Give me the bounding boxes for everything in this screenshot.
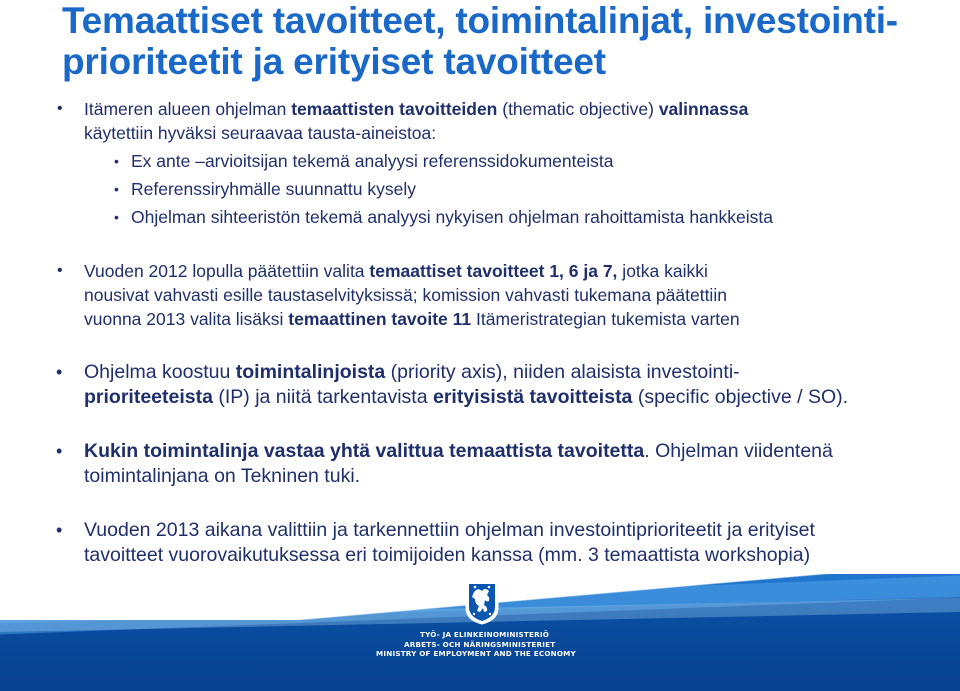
- text-run: Itämeristrategian tukemista varten: [471, 309, 740, 329]
- text-run: Vuoden 2012 lopulla päätettiin valita: [84, 261, 370, 281]
- text-run: Itämeren alueen ohjelman: [84, 99, 292, 119]
- sub-item: [114, 205, 931, 229]
- text-run: Ohjelma koostuu: [84, 361, 236, 383]
- text-run: tavoitteet vuorovaikutuksessa eri toimijoiden kanssa (mm. 3 temaattista workshopia): [84, 544, 811, 566]
- bold-text-run: temaattiset tavoitteet 1, 6 ja 7,: [369, 261, 618, 281]
- ministry-logo-text: [376, 630, 586, 659]
- sub-item-text: Ohjelman sihteeristön tekemä analyysi nykyisen ohjelman rahoittamista hankkeista: [131, 207, 773, 227]
- text-run: . Ohjelman viidentenä: [644, 440, 833, 462]
- bullet-glyph: •: [57, 262, 63, 279]
- sub-item-text: Ex ante –arvioitsijan tekemä analyysi referenssidokumenteista: [131, 151, 614, 171]
- text-run: toimintalinjana on Tekninen tuki.: [84, 465, 361, 487]
- bullet-workshops: [56, 518, 934, 568]
- bullet-glyph: •: [57, 100, 63, 117]
- ministry-name-en: MINISTRY OF EMPLOYMENT AND THE ECONOMY: [376, 649, 576, 658]
- bullet-program-structure: [56, 360, 934, 410]
- bullet-glyph: •: [56, 441, 63, 461]
- sub-item: [114, 149, 931, 173]
- bullet-priority-axes: [56, 439, 934, 489]
- bold-text-run: valinnassa: [658, 99, 749, 119]
- text-run: (thematic objective): [497, 99, 659, 119]
- sub-item: [114, 177, 931, 201]
- text-run: (IP) ja niitä tarkentavista: [212, 386, 433, 408]
- text-run: käytettiin hyväksi seuraavaa tausta-aineistoa:: [84, 123, 437, 143]
- text-run: Vuoden 2013 aikana valittiin ja tarkennettiin ohjelman investointiprioriteetit ja erityiset: [84, 519, 815, 541]
- text-run: (specific objective / SO).: [632, 386, 849, 408]
- finnish-lion-emblem-icon: [462, 578, 502, 626]
- bullet-background-material: [57, 97, 934, 145]
- bullet-glyph: •: [56, 362, 63, 382]
- sub-item-text: Referenssiryhmälle suunnattu kysely: [131, 179, 416, 199]
- bold-text-run: erityisistä tavoitteista: [432, 386, 633, 408]
- slide-title: Temaattiset tavoitteet, toimintalinjat, investointi-prioriteetit ja erityiset tavoitteet: [62, 0, 898, 82]
- text-run: (priority axis), niiden alaisista investointi-: [385, 361, 740, 383]
- bullet-thematic-objectives: [57, 259, 934, 331]
- text-run: vuonna 2013 valita lisäksi: [84, 309, 289, 329]
- sub-bullet-glyph: •: [114, 153, 119, 169]
- sub-bullet-glyph: •: [114, 209, 119, 225]
- bold-text-run: temaattisten tavoitteiden: [291, 99, 498, 119]
- bold-text-run: toimintalinjoista: [235, 361, 386, 383]
- bold-text-run: prioriteeteista: [84, 386, 213, 408]
- ministry-name-fi: TYÖ- JA ELINKEINOMINISTERIÖ: [420, 630, 550, 639]
- text-run: nousivat vahvasti esille taustaselvityksissä; komission vahvasti tukemana päätettiin: [84, 285, 727, 305]
- bullet-glyph: •: [56, 520, 63, 540]
- bold-text-run: temaattinen tavoite 11: [288, 309, 472, 329]
- sub-bullet-glyph: •: [114, 181, 119, 197]
- ministry-name-sv: ARBETS- OCH NÄRINGSMINISTERIET: [404, 639, 556, 649]
- text-run: jotka kaikki: [617, 261, 708, 281]
- bold-text-run: Kukin toimintalinja vastaa yhtä valittua temaattista tavoitetta: [84, 440, 645, 462]
